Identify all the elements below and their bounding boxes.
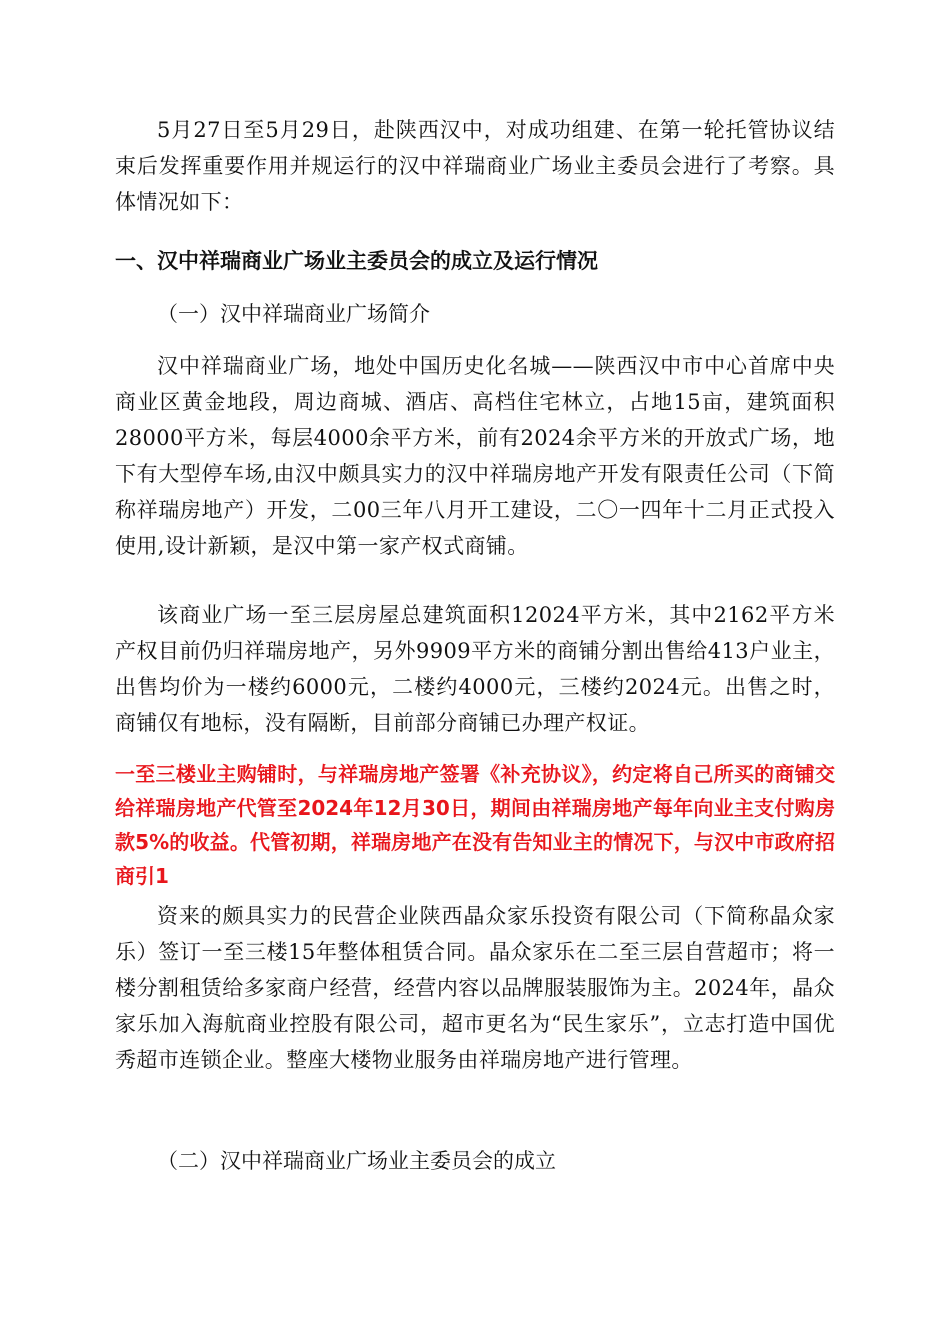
section-heading-1: 一、汉中祥瑞商业广场业主委员会的成立及运行情况 <box>115 249 598 273</box>
area-paragraph: 该商业广场一至三层房屋总建筑面积12024平方米，其中2162平方米产权目前仍归祥瑞房地产，另外9909平方米的商铺分割出售给413户业主，出售均价为一楼约6000元，二楼约4000元，三楼约2024元。出售之时，商铺仅有地标，没有隔断，目前部分商铺已办理产权证。 <box>115 603 835 735</box>
subsection-heading-2: （二）汉中祥瑞商业广场业主委员会的成立 <box>157 1149 556 1173</box>
intro-paragraph: 5月27日至5月29日，赴陕西汉中，对成功组建、在第一轮托管协议结束后发挥重要作用并规运行的汉中祥瑞商业广场业主委员会进行了考察。具体情况如下： <box>115 118 835 214</box>
subsection-heading-1: （一）汉中祥瑞商业广场简介 <box>157 302 430 326</box>
highlight-paragraph: 一至三楼业主购铺时，与祥瑞房地产签署《补充协议》，约定将自己所买的商铺交给祥瑞房地产代管至2024年12月30日，期间由祥瑞房地产每年向业主支付购房款5%的收益。代管初期，祥瑞房地产在没有告知业主的情况下，与汉中市政府招商引1 <box>115 762 835 888</box>
lease-paragraph: 资来的颇具实力的民营企业陕西晶众家乐投资有限公司（下简称晶众家乐）签订一至三楼15年整体租赁合同。晶众家乐在二至三层自营超市；将一楼分割租赁给多家商户经营，经营内容以品牌服装服饰为主。2024年，晶众家乐加入海航商业控股有限公司，超市更名为“民生家乐”，立志打造中国优秀超市连锁企业。整座大楼物业服务由祥瑞房地产进行管理。 <box>115 904 835 1072</box>
overview-paragraph: 汉中祥瑞商业广场，地处中国历史化名城——陕西汉中市中心首席中央商业区黄金地段，周边商城、酒店、高档住宅林立，占地15亩，建筑面积28000平方米，每层4000余平方米，前有2024余平方米的开放式广场，地下有大型停车场,由汉中颇具实力的汉中祥瑞房地产开发有限责任公司（下简称祥瑞房地产）开发，二00三年八月开工建设，二〇一四年十二月正式投入使用,设计新颖，是汉中第一家产权式商铺。 <box>115 354 835 558</box>
